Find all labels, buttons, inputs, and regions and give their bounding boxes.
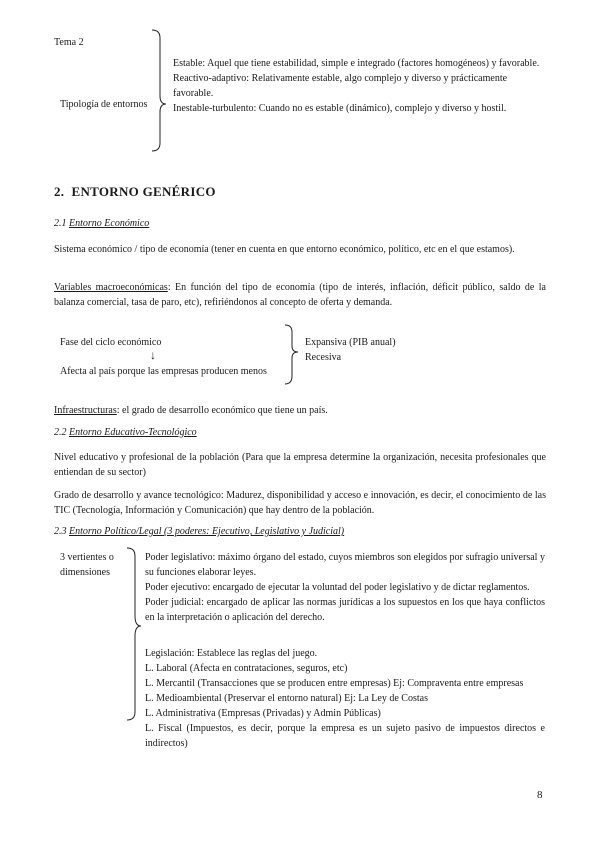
ley-mercantil: L. Mercantil (Transacciones que se producen entre empresas) Ej: Compraventa entre empresas <box>145 678 524 689</box>
subsection-2-2-number: 2.2 <box>54 427 67 438</box>
poder-ejecutivo: Poder ejecutivo: encargado de ejecutar la voluntad del poder legislativo y de dictar reglamentos. <box>145 582 530 593</box>
variables-macro-text: : En función del tipo de economía (tipo de interés, inflación, déficit público, saldo de la balanza comercial, tasa de paro, etc), refiriéndonos al concepto de oferta y demanda. <box>54 282 546 308</box>
s22-para-1: Nivel educativo y profesional de la población (Para que la empresa determine la organización, necesita profesionales que entiendan de su sector) <box>54 452 546 478</box>
subsection-2-3-title: Entorno Político/Legal (3 poderes: Ejecutivo, Legislativo y Judicial) <box>69 526 345 537</box>
s21-para-1: Sistema económico / tipo de economía (tener en cuenta en que entorno económico, político, etc en el que estamos). <box>54 244 515 255</box>
variables-macro-label: Variables macroeconómicas <box>54 282 168 293</box>
subsection-2-2-heading <box>54 427 197 438</box>
subsection-2-1-heading <box>54 218 149 229</box>
legislacion-intro: Legislación: Establece las reglas del juego. <box>145 648 318 659</box>
ley-laboral: L. Laboral (Afecta en contrataciones, seguros, etc) <box>145 663 348 674</box>
cycle-option-recesiva: Recesiva <box>305 352 342 363</box>
cycle-option-expansiva: Expansiva (PIB anual) <box>305 337 396 348</box>
poder-judicial: Poder judicial: encargado de aplicar las normas jurídicas a los supuestos en los que haya conflictos en la interpretación o aplicación del derecho. <box>145 597 545 623</box>
tipologia-bracket <box>152 30 166 151</box>
cycle-options <box>305 335 396 365</box>
subsection-2-1-title: Entorno Económico <box>69 218 150 229</box>
poderes-list <box>145 550 545 625</box>
legislacion-list <box>145 646 545 751</box>
ley-administrativa: L. Administrativa (Empresas (Privadas) y Admin Públicas) <box>145 708 381 719</box>
down-arrow-icon: ↓ <box>150 348 156 362</box>
s21-infra <box>54 403 546 418</box>
s21-para-2 <box>54 280 546 310</box>
section-2-number: 2. <box>54 184 65 199</box>
cycle-label: Fase del ciclo económico <box>60 337 162 348</box>
ley-medioambiental: L. Medioambiental (Preservar el entorno natural) Ej: La Ley de Costas <box>145 693 428 704</box>
subsection-2-3-number: 2.3 <box>54 526 67 537</box>
cycle-bracket <box>285 325 298 384</box>
infra-text: : el grado de desarrollo económico que tiene un país. <box>116 405 328 416</box>
subsection-2-3-heading <box>54 526 344 537</box>
poder-legislativo: Poder legislativo: máximo órgano del estado, cuyos miembros son elegidos por sufragio universal y su funciones elaborar leyes. <box>145 552 545 578</box>
section-2-title: ENTORNO GENÉRICO <box>71 184 216 199</box>
tipologia-label: Tipología de entornos <box>60 99 148 110</box>
tipologia-item-reactivo: Reactivo-adaptivo: Relativamente estable, algo complejo y diverso y prácticamente favorable. <box>173 73 508 99</box>
ley-fiscal: L. Fiscal (Impuestos, es decir, porque la empresa es un sujeto pasivo de impuestos directos e indirectos) <box>145 723 545 749</box>
tema-label: Tema 2 <box>54 37 84 48</box>
cycle-effect: Afecta al país porque las empresas producen menos <box>60 366 267 377</box>
vertientes-label: 3 vertientes o dimensiones <box>60 552 114 578</box>
infra-label: Infraestructuras <box>54 405 117 416</box>
subsection-2-1-number: 2.1 <box>54 218 67 229</box>
tipologia-item-inestable: Inestable-turbulento: Cuando no es estable (dinámico), complejo y diverso y hostil. <box>173 103 507 114</box>
tipologia-item-estable: Estable: Aquel que tiene estabilidad, simple e integrado (factores homogéneos) y favorable. <box>173 58 540 69</box>
s22-para-2: Grado de desarrollo y avance tecnológico: Madurez, disponibilidad y acceso e innovación, es decir, el conocimiento de las TIC (Tecnología, Información y Comunicación) que hay dentro de la población. <box>54 490 546 516</box>
section-2-heading <box>54 184 216 200</box>
tipologia-list <box>173 56 545 116</box>
subsection-2-2-title: Entorno Educativo-Tecnológico <box>69 427 197 438</box>
page-number: 8 <box>537 789 543 801</box>
